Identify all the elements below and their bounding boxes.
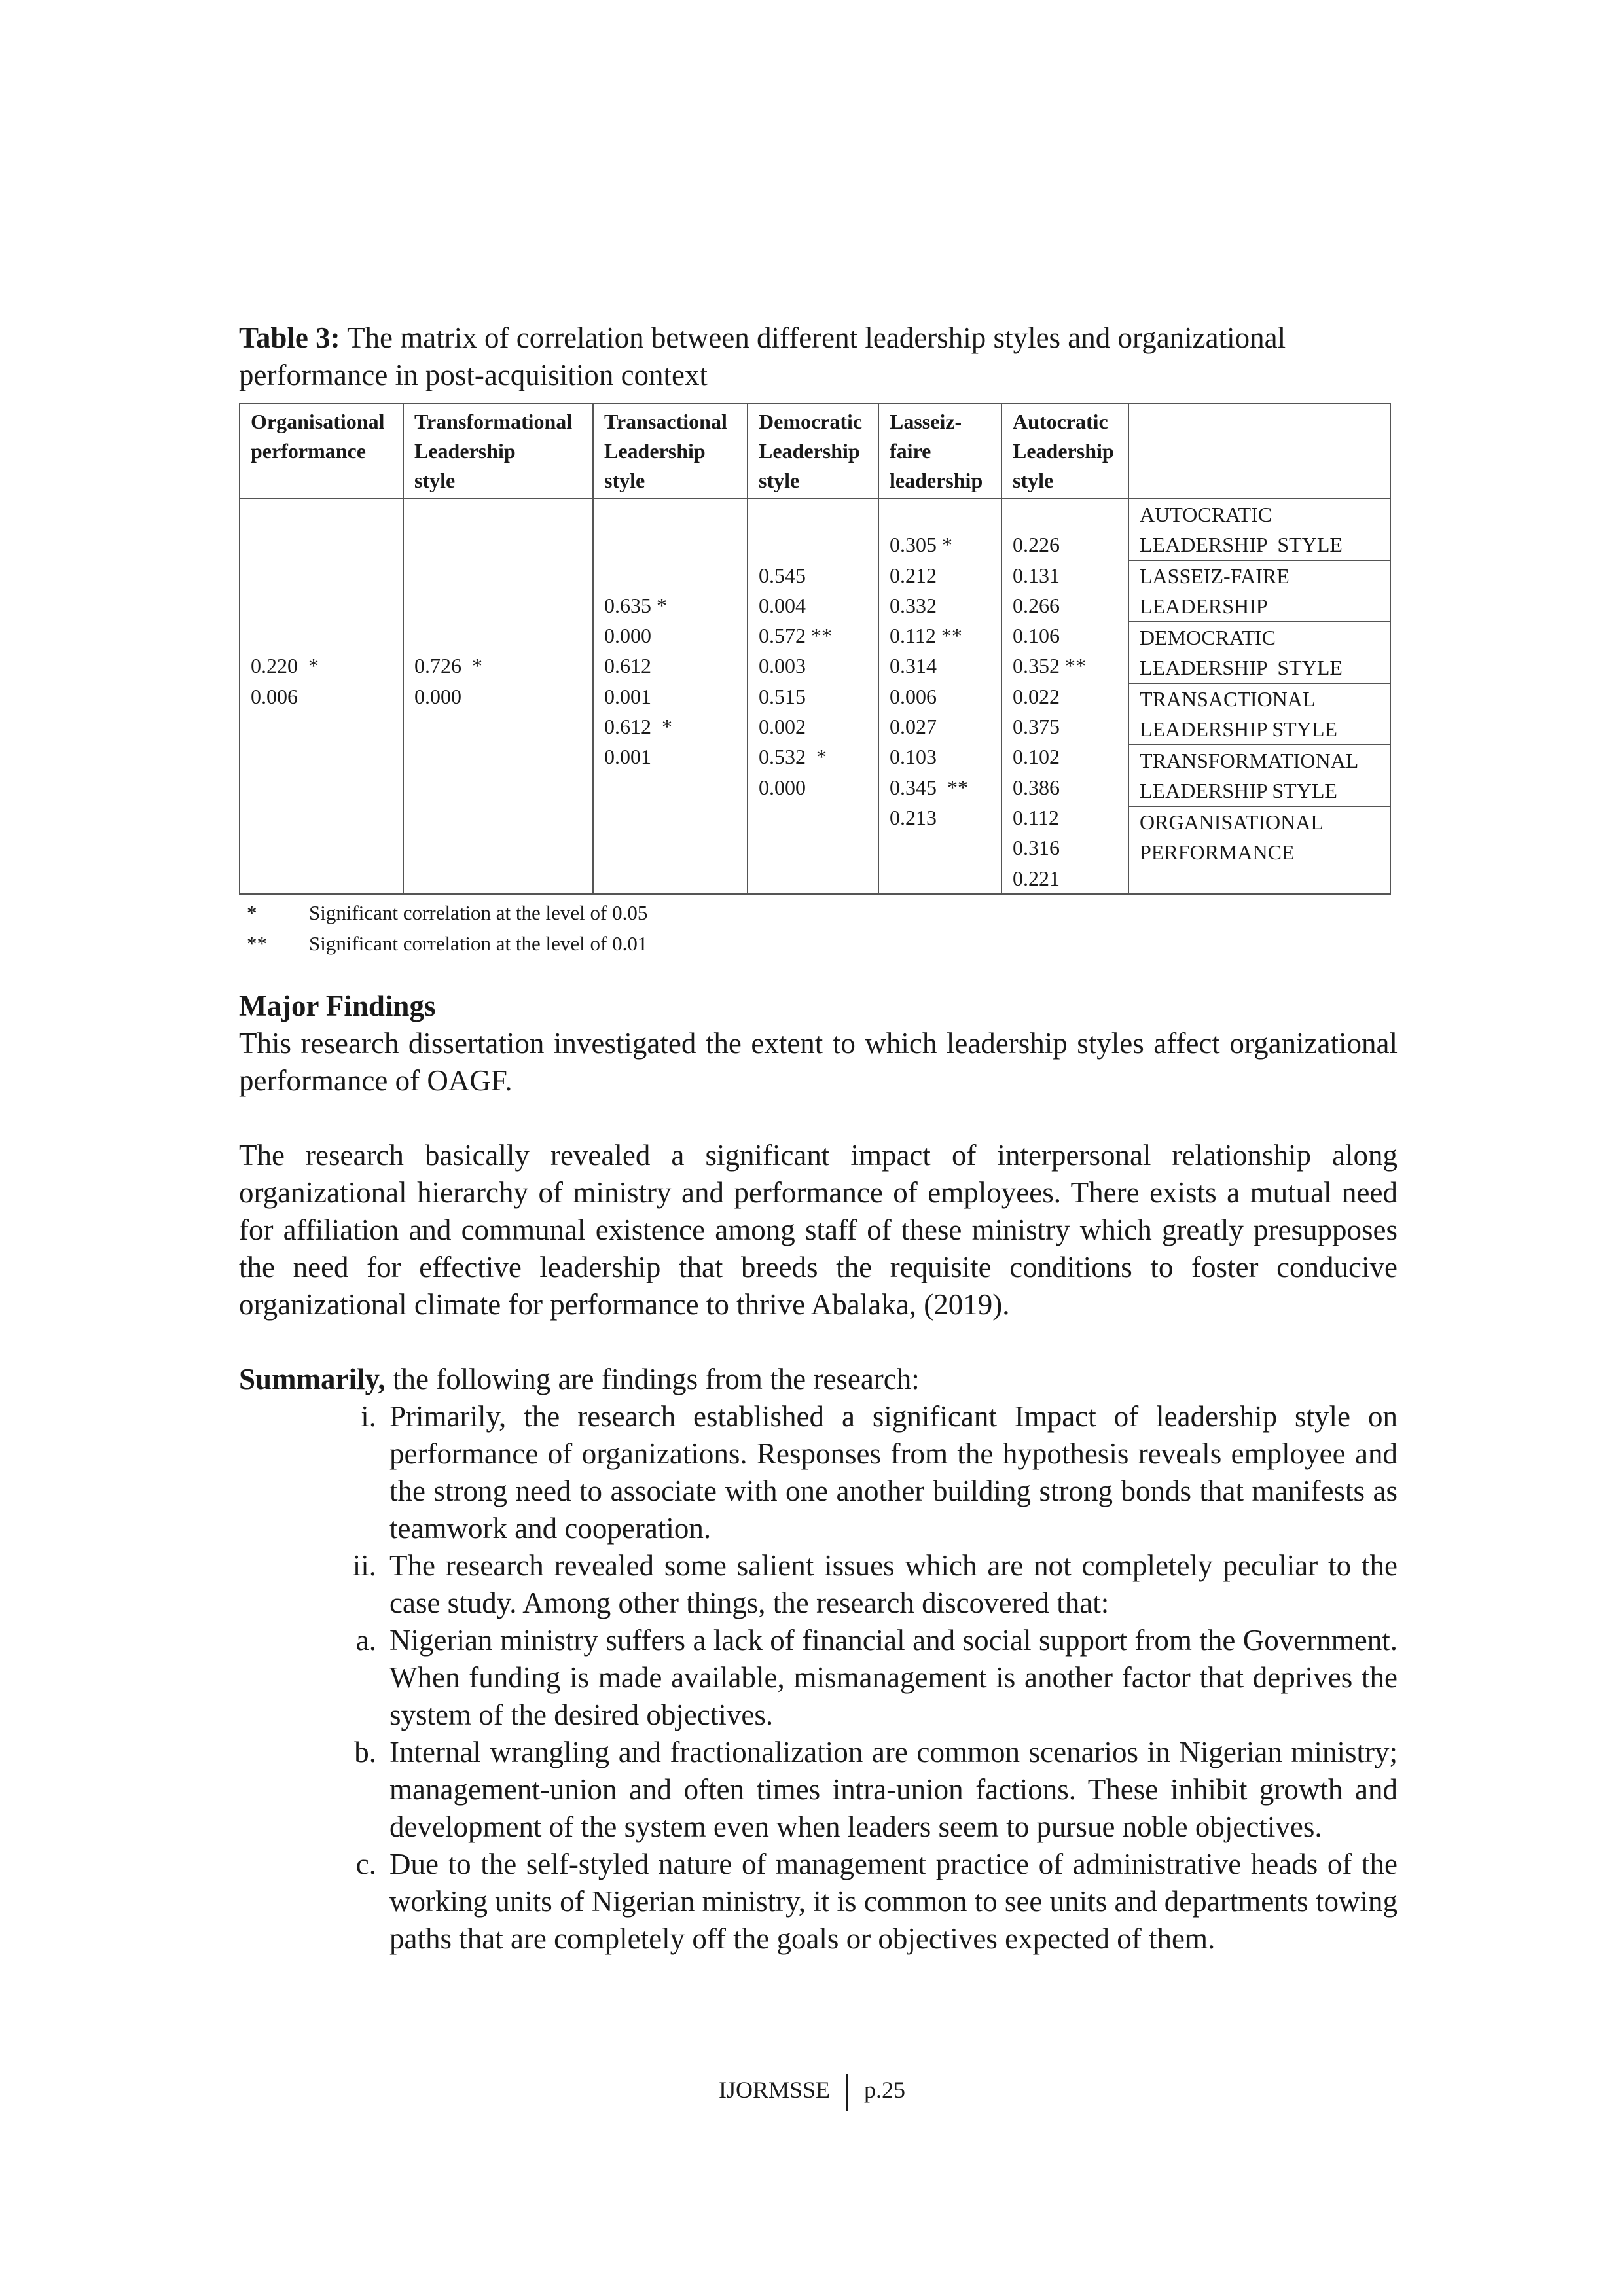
table-caption (239, 319, 1398, 394)
cell-value: 0.131 (1013, 563, 1060, 587)
cell-value: 0.112 ** (890, 624, 962, 648)
cell-value: 0.532 * (759, 745, 827, 769)
header-autocratic-leadership: Autocratic Leadership style (1001, 404, 1128, 499)
cell-value (414, 802, 592, 833)
cell-value (251, 742, 403, 772)
cell-value: 0.316 (1013, 836, 1060, 860)
cell-value (604, 833, 747, 863)
list-item: ii. The research revealed some salient issues which are not completely peculiar to the case study. Among other things, the research discovered that: (352, 1549, 1398, 1619)
cell-value (414, 711, 592, 742)
cell-value: 0.000 (604, 624, 651, 648)
table-caption-text: The matrix of correlation between different leadership styles and organizational performance in post-acquisition context (239, 321, 1286, 391)
cell-value (414, 560, 592, 590)
summary-lead-rest: the following are findings from the research: (385, 1362, 920, 1395)
row-label-democratic: DEMOCRATIC LEADERSHIP STYLE (1129, 622, 1390, 684)
cell-value: 0.213 (890, 805, 937, 829)
row-labels-column (1128, 499, 1390, 894)
list-item: c. Due to the self-styled nature of management practice of administrative heads of the working units of Nigerian ministry, it is common to see units and departments towing paths that are completely off the goals or objectives expected of them. (355, 1847, 1398, 1955)
row-label-transformational: TRANSFORMATIONAL LEADERSHIP STYLE (1129, 745, 1390, 807)
cell-value: 0.000 (759, 775, 806, 799)
header-blank (1128, 404, 1390, 499)
footnote-double-star: ** Significant correlation at the level of 0.01 (247, 931, 648, 955)
cell-value (251, 772, 403, 802)
cell-value (604, 499, 747, 529)
major-findings-paragraph-1: This research dissertation investigated the extent to which leadership styles affect organizational performance of OAGF. (239, 1026, 1398, 1097)
table-header-row (240, 404, 1390, 499)
cell-value (251, 529, 403, 560)
page-number: p.25 (864, 2077, 906, 2103)
cell-value: 0.305 * (890, 533, 952, 557)
cell-value (251, 802, 403, 833)
cell-value (759, 802, 878, 833)
header-transactional-leadership: Transactional Leadership style (593, 404, 748, 499)
cell-value: 0.106 (1013, 624, 1060, 648)
cell-value (414, 529, 592, 560)
row-label-autocratic: AUTOCRATIC LEADERSHIP STYLE (1129, 499, 1390, 561)
major-findings-paragraph-2: The research basically revealed a significant impact of interpersonal relationship along organizational hierarchy of ministry and performance of employees. There exists a mutual need for affiliation and communal existence among staff of these ministry which greatly presupposes the need for effective leadership that breeds the requisite conditions to foster conducive organizational climate for performance to thrive Abalaka, (2019). (239, 1138, 1398, 1321)
correlation-matrix-table (239, 403, 1391, 895)
header-laissez-faire-leadership: Lasseiz- faire leadership (878, 404, 1001, 499)
cell-value: 0.545 (759, 563, 806, 587)
cell-value (604, 560, 747, 590)
row-label-laissez-faire: LASSEIZ-FAIRE LEADERSHIP (1129, 561, 1390, 622)
cell-value (604, 772, 747, 802)
cell-value (1013, 499, 1128, 529)
cell-value (759, 863, 878, 893)
cell-value: 0.612 * (604, 715, 672, 739)
cell-value: 0.102 (1013, 745, 1060, 769)
cell-value (251, 833, 403, 863)
cell-value: 0.001 (604, 745, 651, 769)
cell-value: 0.345 ** (890, 775, 968, 799)
cell-value: 0.352 ** (1013, 654, 1086, 678)
cell-value: 0.112 (1013, 805, 1059, 829)
column-organisational-performance (240, 499, 403, 894)
column-laissez-faire (878, 499, 1001, 894)
cell-value: 0.314 (890, 654, 937, 678)
cell-value (604, 863, 747, 893)
row-label-transactional: TRANSACTIONAL LEADERSHIP STYLE (1129, 684, 1390, 745)
cell-value (759, 833, 878, 863)
cell-value: 0.635 * (604, 593, 667, 617)
column-transactional (593, 499, 748, 894)
cell-value: 0.332 (890, 593, 937, 617)
cell-value (604, 529, 747, 560)
page-content (239, 319, 1398, 1958)
list-item: i. Primarily, the research established a significant Impact of leadership style on performance of organizations. Responses from the hypothesis reveals employee and the strong need to associate with one another building strong bonds that manifests as teamwork and cooperation. (361, 1399, 1398, 1545)
summary-intro (239, 1361, 1398, 1398)
major-findings-heading: Major Findings (239, 989, 436, 1022)
table-footnotes (239, 897, 1398, 959)
cell-value: 0.022 (1013, 684, 1060, 708)
column-autocratic (1001, 499, 1128, 894)
cell-value (251, 590, 403, 620)
cell-value (251, 711, 403, 742)
footnote-single-star: * Significant correlation at the level of 0.05 (247, 901, 648, 924)
cell-value: 0.726 * (414, 654, 482, 678)
header-transformational-leadership: Transformational Leadership style (403, 404, 593, 499)
cell-value (414, 742, 592, 772)
cell-value: 0.006 (251, 684, 298, 708)
column-transformational (403, 499, 593, 894)
cell-value: 0.221 (1013, 866, 1060, 890)
cell-value (759, 499, 878, 529)
cell-value: 0.003 (759, 654, 806, 678)
cell-value (251, 560, 403, 590)
header-democratic-leadership: Democratic Leadership style (748, 404, 878, 499)
cell-value: 0.000 (414, 684, 461, 708)
cell-value: 0.004 (759, 593, 806, 617)
cell-value (414, 499, 592, 529)
cell-value: 0.386 (1013, 775, 1060, 799)
summary-lead-bold: Summarily, (239, 1362, 386, 1395)
cell-value: 0.001 (604, 684, 651, 708)
cell-value (414, 863, 592, 893)
list-item: b. Internal wrangling and fractionalization are common scenarios in Nigerian ministry; management-union and often times intra-union factions. These inhibit growth and development of the system even when leaders seem to pursue noble objectives. (354, 1735, 1398, 1843)
cell-value: 0.612 (604, 654, 651, 678)
cell-value (890, 499, 1001, 529)
cell-value (414, 833, 592, 863)
cell-value (414, 620, 592, 651)
page-footer (0, 2073, 1624, 2111)
row-label-organisational-performance: ORGANISATIONAL PERFORMANCE (1140, 810, 1324, 864)
cell-value: 0.220 * (251, 654, 319, 678)
findings-list (278, 1398, 1398, 1958)
cell-value (414, 772, 592, 802)
footer-divider (846, 2074, 848, 2111)
cell-value (890, 863, 1001, 893)
cell-value: 0.212 (890, 563, 937, 587)
cell-value: 0.266 (1013, 593, 1060, 617)
cell-value (251, 620, 403, 651)
cell-value: 0.027 (890, 715, 937, 739)
cell-value (414, 590, 592, 620)
journal-name: IJORMSSE (718, 2077, 831, 2103)
cell-value (251, 863, 403, 893)
cell-value: 0.226 (1013, 533, 1060, 557)
cell-value: 0.375 (1013, 715, 1060, 739)
list-item: a. Nigerian ministry suffers a lack of financial and social support from the Government. When funding is made available, mismanagement is another factor that deprives the system of the desired objectives. (355, 1623, 1398, 1731)
cell-value: 0.103 (890, 745, 937, 769)
header-organisational-performance: Organisational performance (240, 404, 403, 499)
cell-value: 0.515 (759, 684, 806, 708)
cell-value: 0.002 (759, 715, 806, 739)
table-caption-label: Table 3: (239, 321, 340, 354)
cell-value (251, 499, 403, 529)
cell-value: 0.572 ** (759, 624, 832, 648)
table-body-row (240, 499, 1390, 894)
cell-value: 0.006 (890, 684, 937, 708)
cell-value (759, 529, 878, 560)
cell-value (604, 802, 747, 833)
column-democratic (748, 499, 878, 894)
cell-value (890, 833, 1001, 863)
